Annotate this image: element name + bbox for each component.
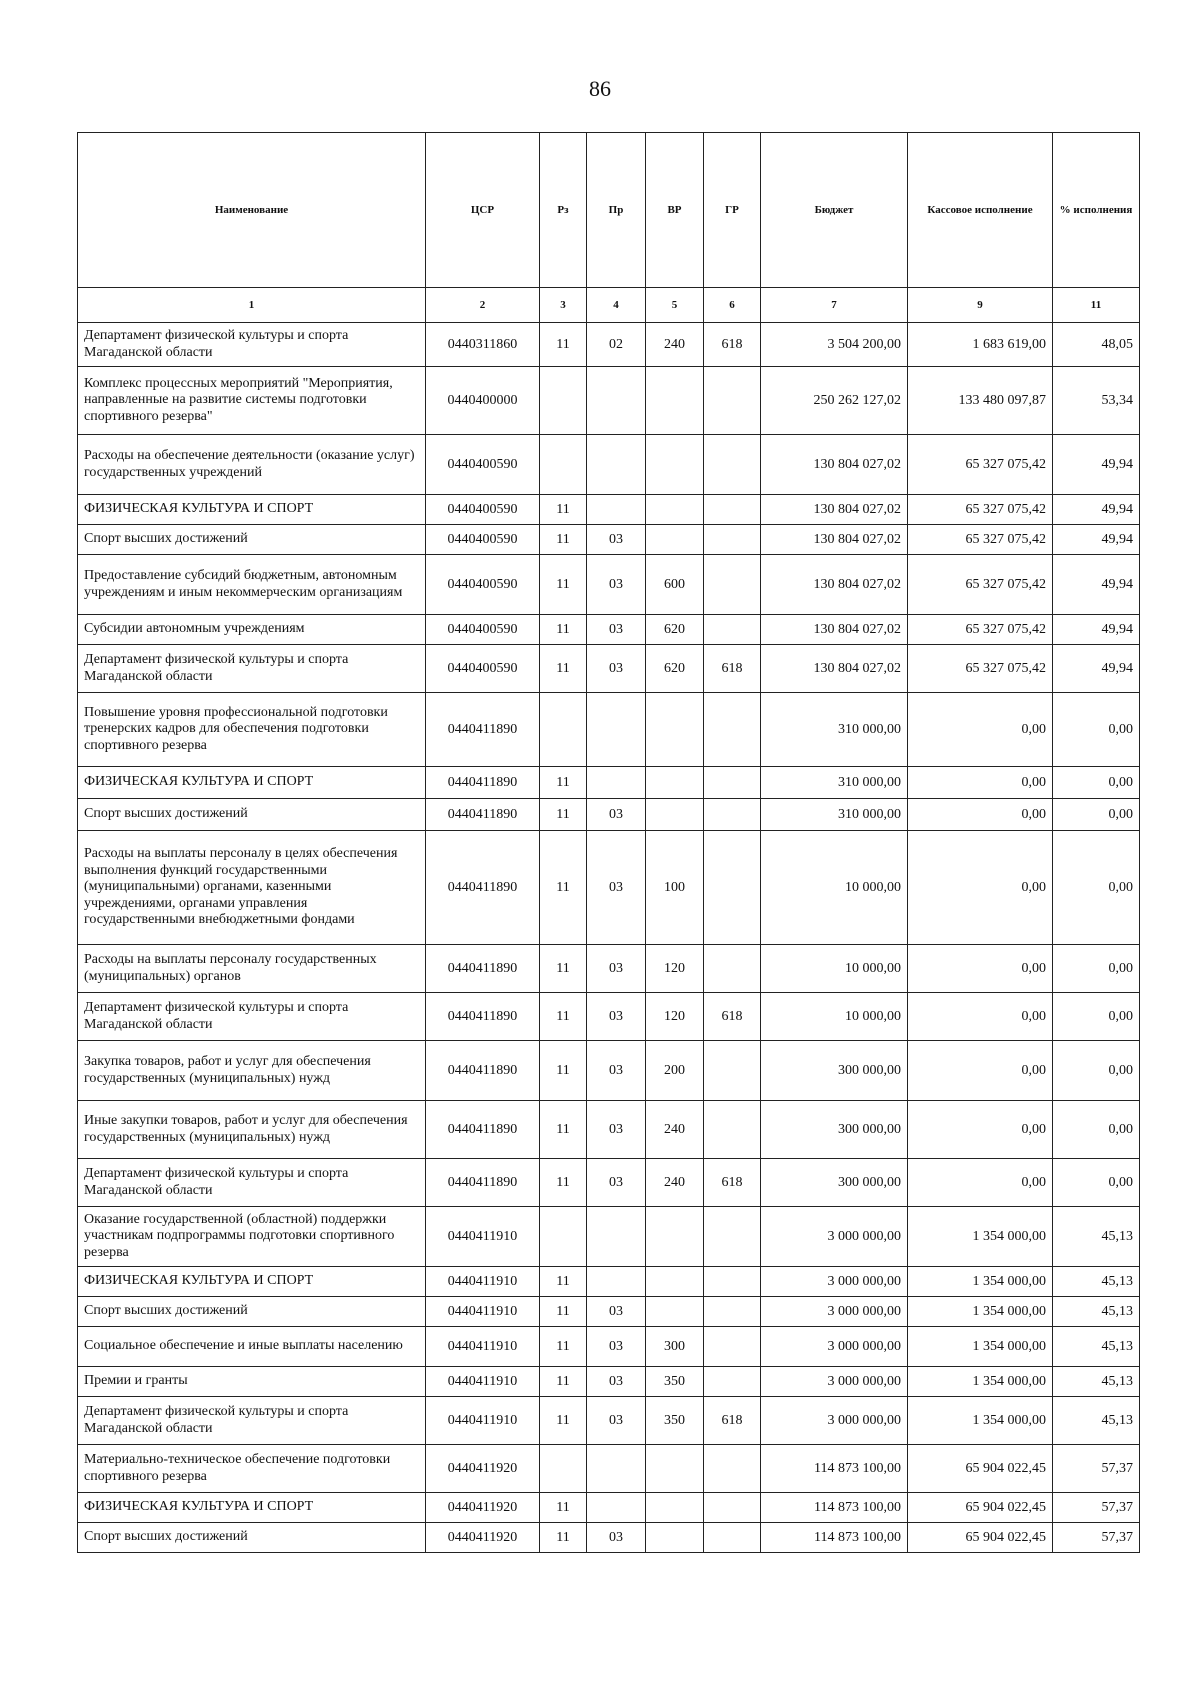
row-pr-cell: 03 bbox=[587, 555, 646, 615]
header-budget: Бюджет bbox=[761, 133, 908, 288]
row-pct-cell: 57,37 bbox=[1053, 1523, 1140, 1553]
row-budget-cell: 300 000,00 bbox=[761, 1041, 908, 1101]
row-vr-cell: 300 bbox=[646, 1327, 704, 1367]
row-gr-cell bbox=[704, 1327, 761, 1367]
row-pct-cell: 0,00 bbox=[1053, 1101, 1140, 1159]
row-cash-cell: 1 683 619,00 bbox=[908, 323, 1053, 367]
row-pr-cell: 03 bbox=[587, 1297, 646, 1327]
column-number: 5 bbox=[646, 288, 704, 323]
row-gr-cell bbox=[704, 525, 761, 555]
row-pct-cell: 0,00 bbox=[1053, 1041, 1140, 1101]
row-cash-cell: 1 354 000,00 bbox=[908, 1327, 1053, 1367]
header-vr: ВР bbox=[646, 133, 704, 288]
row-cash-cell: 0,00 bbox=[908, 1041, 1053, 1101]
row-gr-cell bbox=[704, 1523, 761, 1553]
row-pr-cell: 03 bbox=[587, 645, 646, 693]
row-vr-cell: 620 bbox=[646, 645, 704, 693]
row-rz-cell: 11 bbox=[540, 767, 587, 799]
row-name-cell: Комплекс процессных мероприятий "Мероприятия, направленные на развитие системы подготовки спортивного резерва" bbox=[78, 367, 426, 435]
table-row bbox=[78, 435, 1140, 495]
row-budget-cell: 310 000,00 bbox=[761, 767, 908, 799]
row-csr-cell: 0440311860 bbox=[426, 323, 540, 367]
row-rz-cell: 11 bbox=[540, 1493, 587, 1523]
row-vr-cell bbox=[646, 435, 704, 495]
row-cash-cell: 1 354 000,00 bbox=[908, 1207, 1053, 1267]
row-gr-cell bbox=[704, 1207, 761, 1267]
row-rz-cell bbox=[540, 693, 587, 767]
row-pct-cell: 0,00 bbox=[1053, 767, 1140, 799]
row-rz-cell: 11 bbox=[540, 799, 587, 831]
column-number: 4 bbox=[587, 288, 646, 323]
column-number: 3 bbox=[540, 288, 587, 323]
row-rz-cell: 11 bbox=[540, 1367, 587, 1397]
header-cash: Кассовое исполнение bbox=[908, 133, 1053, 288]
row-csr-cell: 0440411890 bbox=[426, 693, 540, 767]
row-name-cell: Расходы на выплаты персоналу государственных (муниципальных) органов bbox=[78, 945, 426, 993]
row-name-cell: Расходы на обеспечение деятельности (оказание услуг) государственных учреждений bbox=[78, 435, 426, 495]
table-row bbox=[78, 1101, 1140, 1159]
row-pr-cell: 03 bbox=[587, 1367, 646, 1397]
column-number-row bbox=[78, 288, 1140, 323]
row-budget-cell: 130 804 027,02 bbox=[761, 525, 908, 555]
row-csr-cell: 0440411920 bbox=[426, 1445, 540, 1493]
row-rz-cell: 11 bbox=[540, 645, 587, 693]
row-cash-cell: 0,00 bbox=[908, 767, 1053, 799]
row-gr-cell bbox=[704, 435, 761, 495]
row-csr-cell: 0440400590 bbox=[426, 645, 540, 693]
row-csr-cell: 0440400000 bbox=[426, 367, 540, 435]
table-row bbox=[78, 1397, 1140, 1445]
row-pct-cell: 0,00 bbox=[1053, 693, 1140, 767]
row-pct-cell: 0,00 bbox=[1053, 993, 1140, 1041]
row-gr-cell: 618 bbox=[704, 1159, 761, 1207]
row-budget-cell: 130 804 027,02 bbox=[761, 615, 908, 645]
row-budget-cell: 10 000,00 bbox=[761, 831, 908, 945]
row-rz-cell: 11 bbox=[540, 323, 587, 367]
row-cash-cell: 1 354 000,00 bbox=[908, 1367, 1053, 1397]
row-name-cell: ФИЗИЧЕСКАЯ КУЛЬТУРА И СПОРТ bbox=[78, 1267, 426, 1297]
row-vr-cell bbox=[646, 693, 704, 767]
row-pct-cell: 45,13 bbox=[1053, 1397, 1140, 1445]
row-vr-cell bbox=[646, 495, 704, 525]
row-rz-cell: 11 bbox=[540, 1297, 587, 1327]
row-cash-cell: 65 327 075,42 bbox=[908, 525, 1053, 555]
row-pr-cell: 03 bbox=[587, 945, 646, 993]
row-csr-cell: 0440411910 bbox=[426, 1367, 540, 1397]
table-row bbox=[78, 993, 1140, 1041]
row-cash-cell: 0,00 bbox=[908, 1101, 1053, 1159]
row-gr-cell bbox=[704, 615, 761, 645]
row-budget-cell: 114 873 100,00 bbox=[761, 1523, 908, 1553]
table-row bbox=[78, 1367, 1140, 1397]
row-name-cell: Оказание государственной (областной) поддержки участникам подпрограммы подготовки спортивного резерва bbox=[78, 1207, 426, 1267]
row-pct-cell: 49,94 bbox=[1053, 435, 1140, 495]
column-number: 6 bbox=[704, 288, 761, 323]
column-number: 11 bbox=[1053, 288, 1140, 323]
table-row bbox=[78, 1327, 1140, 1367]
row-pct-cell: 53,34 bbox=[1053, 367, 1140, 435]
row-vr-cell bbox=[646, 1207, 704, 1267]
row-rz-cell: 11 bbox=[540, 615, 587, 645]
page-number: 86 bbox=[589, 76, 611, 101]
row-pct-cell: 0,00 bbox=[1053, 799, 1140, 831]
row-name-cell: ФИЗИЧЕСКАЯ КУЛЬТУРА И СПОРТ bbox=[78, 767, 426, 799]
row-vr-cell bbox=[646, 1297, 704, 1327]
row-vr-cell: 100 bbox=[646, 831, 704, 945]
row-cash-cell: 65 904 022,45 bbox=[908, 1493, 1053, 1523]
row-rz-cell: 11 bbox=[540, 1041, 587, 1101]
row-csr-cell: 0440400590 bbox=[426, 525, 540, 555]
row-gr-cell bbox=[704, 831, 761, 945]
row-gr-cell bbox=[704, 1367, 761, 1397]
row-rz-cell bbox=[540, 367, 587, 435]
row-csr-cell: 0440411890 bbox=[426, 831, 540, 945]
row-csr-cell: 0440411890 bbox=[426, 1041, 540, 1101]
row-pr-cell: 03 bbox=[587, 1397, 646, 1445]
row-pr-cell: 03 bbox=[587, 1041, 646, 1101]
row-rz-cell: 11 bbox=[540, 945, 587, 993]
row-budget-cell: 130 804 027,02 bbox=[761, 555, 908, 615]
row-pr-cell: 03 bbox=[587, 799, 646, 831]
row-gr-cell bbox=[704, 945, 761, 993]
row-pr-cell bbox=[587, 1267, 646, 1297]
row-name-cell: Спорт высших достижений bbox=[78, 799, 426, 831]
row-csr-cell: 0440411910 bbox=[426, 1327, 540, 1367]
row-pct-cell: 49,94 bbox=[1053, 495, 1140, 525]
row-gr-cell: 618 bbox=[704, 645, 761, 693]
column-number: 2 bbox=[426, 288, 540, 323]
row-csr-cell: 0440411910 bbox=[426, 1207, 540, 1267]
row-vr-cell: 350 bbox=[646, 1397, 704, 1445]
row-cash-cell: 65 327 075,42 bbox=[908, 555, 1053, 615]
row-gr-cell bbox=[704, 799, 761, 831]
row-cash-cell: 1 354 000,00 bbox=[908, 1267, 1053, 1297]
row-name-cell: Департамент физической культуры и спорта Магаданской области bbox=[78, 1159, 426, 1207]
row-gr-cell bbox=[704, 1267, 761, 1297]
row-csr-cell: 0440411910 bbox=[426, 1267, 540, 1297]
row-pr-cell bbox=[587, 1445, 646, 1493]
row-pct-cell: 45,13 bbox=[1053, 1367, 1140, 1397]
row-cash-cell: 0,00 bbox=[908, 831, 1053, 945]
header-row bbox=[78, 133, 1140, 288]
row-gr-cell: 618 bbox=[704, 993, 761, 1041]
row-budget-cell: 130 804 027,02 bbox=[761, 645, 908, 693]
row-name-cell: Иные закупки товаров, работ и услуг для обеспечения государственных (муниципальных) нужд bbox=[78, 1101, 426, 1159]
table-row bbox=[78, 323, 1140, 367]
column-number: 1 bbox=[78, 288, 426, 323]
row-vr-cell bbox=[646, 1493, 704, 1523]
row-pr-cell bbox=[587, 1493, 646, 1523]
row-rz-cell: 11 bbox=[540, 1267, 587, 1297]
row-budget-cell: 3 000 000,00 bbox=[761, 1207, 908, 1267]
row-csr-cell: 0440411890 bbox=[426, 1159, 540, 1207]
row-vr-cell: 600 bbox=[646, 555, 704, 615]
row-cash-cell: 0,00 bbox=[908, 799, 1053, 831]
row-name-cell: Департамент физической культуры и спорта Магаданской области bbox=[78, 1397, 426, 1445]
table-row bbox=[78, 767, 1140, 799]
row-budget-cell: 3 000 000,00 bbox=[761, 1267, 908, 1297]
row-name-cell: Социальное обеспечение и иные выплаты населению bbox=[78, 1327, 426, 1367]
row-pct-cell: 45,13 bbox=[1053, 1207, 1140, 1267]
row-gr-cell bbox=[704, 1101, 761, 1159]
row-name-cell: Департамент физической культуры и спорта Магаданской области bbox=[78, 323, 426, 367]
row-pct-cell: 45,13 bbox=[1053, 1327, 1140, 1367]
row-rz-cell bbox=[540, 1207, 587, 1267]
row-cash-cell: 1 354 000,00 bbox=[908, 1297, 1053, 1327]
row-pct-cell: 57,37 bbox=[1053, 1445, 1140, 1493]
row-pr-cell bbox=[587, 693, 646, 767]
table-row bbox=[78, 615, 1140, 645]
column-number: 9 bbox=[908, 288, 1053, 323]
budget-table bbox=[77, 132, 1140, 1553]
row-rz-cell: 11 bbox=[540, 831, 587, 945]
row-cash-cell: 0,00 bbox=[908, 945, 1053, 993]
row-csr-cell: 0440411910 bbox=[426, 1397, 540, 1445]
row-pr-cell bbox=[587, 495, 646, 525]
row-pct-cell: 49,94 bbox=[1053, 645, 1140, 693]
table-row bbox=[78, 1523, 1140, 1553]
row-rz-cell: 11 bbox=[540, 495, 587, 525]
table-row bbox=[78, 555, 1140, 615]
table-row bbox=[78, 693, 1140, 767]
row-budget-cell: 310 000,00 bbox=[761, 693, 908, 767]
row-budget-cell: 114 873 100,00 bbox=[761, 1445, 908, 1493]
row-cash-cell: 65 327 075,42 bbox=[908, 495, 1053, 525]
row-rz-cell: 11 bbox=[540, 1397, 587, 1445]
row-budget-cell: 3 000 000,00 bbox=[761, 1297, 908, 1327]
row-cash-cell: 65 327 075,42 bbox=[908, 645, 1053, 693]
row-vr-cell bbox=[646, 367, 704, 435]
row-name-cell: Департамент физической культуры и спорта Магаданской области bbox=[78, 645, 426, 693]
row-name-cell: Повышение уровня профессиональной подготовки тренерских кадров для обеспечения подготовки спортивного резерва bbox=[78, 693, 426, 767]
row-pct-cell: 0,00 bbox=[1053, 831, 1140, 945]
row-pr-cell: 03 bbox=[587, 1101, 646, 1159]
row-csr-cell: 0440411910 bbox=[426, 1297, 540, 1327]
row-name-cell: Спорт высших достижений bbox=[78, 525, 426, 555]
row-csr-cell: 0440411890 bbox=[426, 1101, 540, 1159]
row-cash-cell: 65 904 022,45 bbox=[908, 1445, 1053, 1493]
row-gr-cell bbox=[704, 495, 761, 525]
table-row bbox=[78, 525, 1140, 555]
row-pr-cell bbox=[587, 435, 646, 495]
row-pr-cell: 02 bbox=[587, 323, 646, 367]
row-name-cell: ФИЗИЧЕСКАЯ КУЛЬТУРА И СПОРТ bbox=[78, 1493, 426, 1523]
header-pct: % исполнения bbox=[1053, 133, 1140, 288]
header-name: Наименование bbox=[78, 133, 426, 288]
row-vr-cell: 200 bbox=[646, 1041, 704, 1101]
row-pr-cell: 03 bbox=[587, 831, 646, 945]
row-vr-cell: 240 bbox=[646, 1159, 704, 1207]
row-gr-cell bbox=[704, 367, 761, 435]
row-pct-cell: 49,94 bbox=[1053, 555, 1140, 615]
row-vr-cell bbox=[646, 525, 704, 555]
row-budget-cell: 250 262 127,02 bbox=[761, 367, 908, 435]
row-gr-cell: 618 bbox=[704, 323, 761, 367]
row-vr-cell: 120 bbox=[646, 945, 704, 993]
row-csr-cell: 0440411920 bbox=[426, 1493, 540, 1523]
row-rz-cell: 11 bbox=[540, 993, 587, 1041]
header-pr: Пр bbox=[587, 133, 646, 288]
row-cash-cell: 0,00 bbox=[908, 1159, 1053, 1207]
table-row bbox=[78, 1041, 1140, 1101]
row-csr-cell: 0440400590 bbox=[426, 495, 540, 525]
row-budget-cell: 300 000,00 bbox=[761, 1101, 908, 1159]
row-budget-cell: 3 504 200,00 bbox=[761, 323, 908, 367]
row-budget-cell: 300 000,00 bbox=[761, 1159, 908, 1207]
table-row bbox=[78, 831, 1140, 945]
row-vr-cell bbox=[646, 767, 704, 799]
row-pr-cell: 03 bbox=[587, 615, 646, 645]
row-cash-cell: 0,00 bbox=[908, 693, 1053, 767]
table-row bbox=[78, 945, 1140, 993]
row-pr-cell: 03 bbox=[587, 1523, 646, 1553]
row-vr-cell bbox=[646, 1523, 704, 1553]
row-name-cell: Предоставление субсидий бюджетным, автономным учреждениям и иным некоммерческим организациям bbox=[78, 555, 426, 615]
row-gr-cell bbox=[704, 555, 761, 615]
row-pct-cell: 48,05 bbox=[1053, 323, 1140, 367]
row-name-cell: Департамент физической культуры и спорта Магаданской области bbox=[78, 993, 426, 1041]
row-name-cell: Субсидии автономным учреждениям bbox=[78, 615, 426, 645]
row-gr-cell bbox=[704, 1041, 761, 1101]
row-name-cell: Материально-техническое обеспечение подготовки спортивного резерва bbox=[78, 1445, 426, 1493]
row-pr-cell bbox=[587, 767, 646, 799]
row-rz-cell: 11 bbox=[540, 1523, 587, 1553]
row-pct-cell: 49,94 bbox=[1053, 525, 1140, 555]
row-pr-cell: 03 bbox=[587, 1327, 646, 1367]
row-pct-cell: 0,00 bbox=[1053, 1159, 1140, 1207]
row-budget-cell: 10 000,00 bbox=[761, 993, 908, 1041]
row-budget-cell: 130 804 027,02 bbox=[761, 495, 908, 525]
row-name-cell: Расходы на выплаты персоналу в целях обеспечения выполнения функций государственными (муниципальными) органами, казенными учреждениями, органами управления государственными внебюджетными фондами bbox=[78, 831, 426, 945]
row-vr-cell bbox=[646, 799, 704, 831]
row-budget-cell: 114 873 100,00 bbox=[761, 1493, 908, 1523]
row-vr-cell: 240 bbox=[646, 323, 704, 367]
table-row bbox=[78, 1159, 1140, 1207]
row-vr-cell: 120 bbox=[646, 993, 704, 1041]
table-row bbox=[78, 495, 1140, 525]
table-row bbox=[78, 1207, 1140, 1267]
column-number: 7 bbox=[761, 288, 908, 323]
row-budget-cell: 3 000 000,00 bbox=[761, 1397, 908, 1445]
row-csr-cell: 0440411920 bbox=[426, 1523, 540, 1553]
row-csr-cell: 0440411890 bbox=[426, 945, 540, 993]
row-cash-cell: 65 327 075,42 bbox=[908, 615, 1053, 645]
row-gr-cell bbox=[704, 1297, 761, 1327]
row-name-cell: ФИЗИЧЕСКАЯ КУЛЬТУРА И СПОРТ bbox=[78, 495, 426, 525]
table-row bbox=[78, 1493, 1140, 1523]
row-rz-cell: 11 bbox=[540, 1327, 587, 1367]
row-cash-cell: 65 327 075,42 bbox=[908, 435, 1053, 495]
row-budget-cell: 10 000,00 bbox=[761, 945, 908, 993]
row-vr-cell: 350 bbox=[646, 1367, 704, 1397]
row-pr-cell: 03 bbox=[587, 525, 646, 555]
row-budget-cell: 3 000 000,00 bbox=[761, 1367, 908, 1397]
row-pr-cell bbox=[587, 1207, 646, 1267]
row-cash-cell: 65 904 022,45 bbox=[908, 1523, 1053, 1553]
table-row bbox=[78, 367, 1140, 435]
row-pct-cell: 0,00 bbox=[1053, 945, 1140, 993]
table-row bbox=[78, 645, 1140, 693]
row-pct-cell: 45,13 bbox=[1053, 1267, 1140, 1297]
row-gr-cell bbox=[704, 767, 761, 799]
row-csr-cell: 0440411890 bbox=[426, 993, 540, 1041]
row-name-cell: Премии и гранты bbox=[78, 1367, 426, 1397]
row-vr-cell bbox=[646, 1267, 704, 1297]
row-rz-cell: 11 bbox=[540, 1101, 587, 1159]
row-budget-cell: 310 000,00 bbox=[761, 799, 908, 831]
row-budget-cell: 130 804 027,02 bbox=[761, 435, 908, 495]
row-pct-cell: 45,13 bbox=[1053, 1297, 1140, 1327]
row-rz-cell bbox=[540, 1445, 587, 1493]
header-csr: ЦСР bbox=[426, 133, 540, 288]
row-cash-cell: 1 354 000,00 bbox=[908, 1397, 1053, 1445]
table-row bbox=[78, 1297, 1140, 1327]
row-vr-cell: 240 bbox=[646, 1101, 704, 1159]
row-gr-cell bbox=[704, 1493, 761, 1523]
table-row bbox=[78, 1445, 1140, 1493]
row-gr-cell: 618 bbox=[704, 1397, 761, 1445]
row-name-cell: Закупка товаров, работ и услуг для обеспечения государственных (муниципальных) нужд bbox=[78, 1041, 426, 1101]
row-csr-cell: 0440400590 bbox=[426, 555, 540, 615]
row-cash-cell: 0,00 bbox=[908, 993, 1053, 1041]
row-cash-cell: 133 480 097,87 bbox=[908, 367, 1053, 435]
row-rz-cell: 11 bbox=[540, 555, 587, 615]
header-gr: ГР bbox=[704, 133, 761, 288]
row-budget-cell: 3 000 000,00 bbox=[761, 1327, 908, 1367]
table-body bbox=[78, 323, 1140, 1553]
row-rz-cell bbox=[540, 435, 587, 495]
table-row bbox=[78, 799, 1140, 831]
row-name-cell: Спорт высших достижений bbox=[78, 1297, 426, 1327]
row-pct-cell: 49,94 bbox=[1053, 615, 1140, 645]
row-csr-cell: 0440411890 bbox=[426, 799, 540, 831]
row-pr-cell: 03 bbox=[587, 1159, 646, 1207]
row-pr-cell bbox=[587, 367, 646, 435]
row-name-cell: Спорт высших достижений bbox=[78, 1523, 426, 1553]
header-rz: Рз bbox=[540, 133, 587, 288]
row-gr-cell bbox=[704, 1445, 761, 1493]
row-gr-cell bbox=[704, 693, 761, 767]
row-rz-cell: 11 bbox=[540, 525, 587, 555]
row-csr-cell: 0440400590 bbox=[426, 435, 540, 495]
row-rz-cell: 11 bbox=[540, 1159, 587, 1207]
row-csr-cell: 0440400590 bbox=[426, 615, 540, 645]
row-pct-cell: 57,37 bbox=[1053, 1493, 1140, 1523]
row-pr-cell: 03 bbox=[587, 993, 646, 1041]
table-row bbox=[78, 1267, 1140, 1297]
row-csr-cell: 0440411890 bbox=[426, 767, 540, 799]
row-vr-cell: 620 bbox=[646, 615, 704, 645]
row-vr-cell bbox=[646, 1445, 704, 1493]
